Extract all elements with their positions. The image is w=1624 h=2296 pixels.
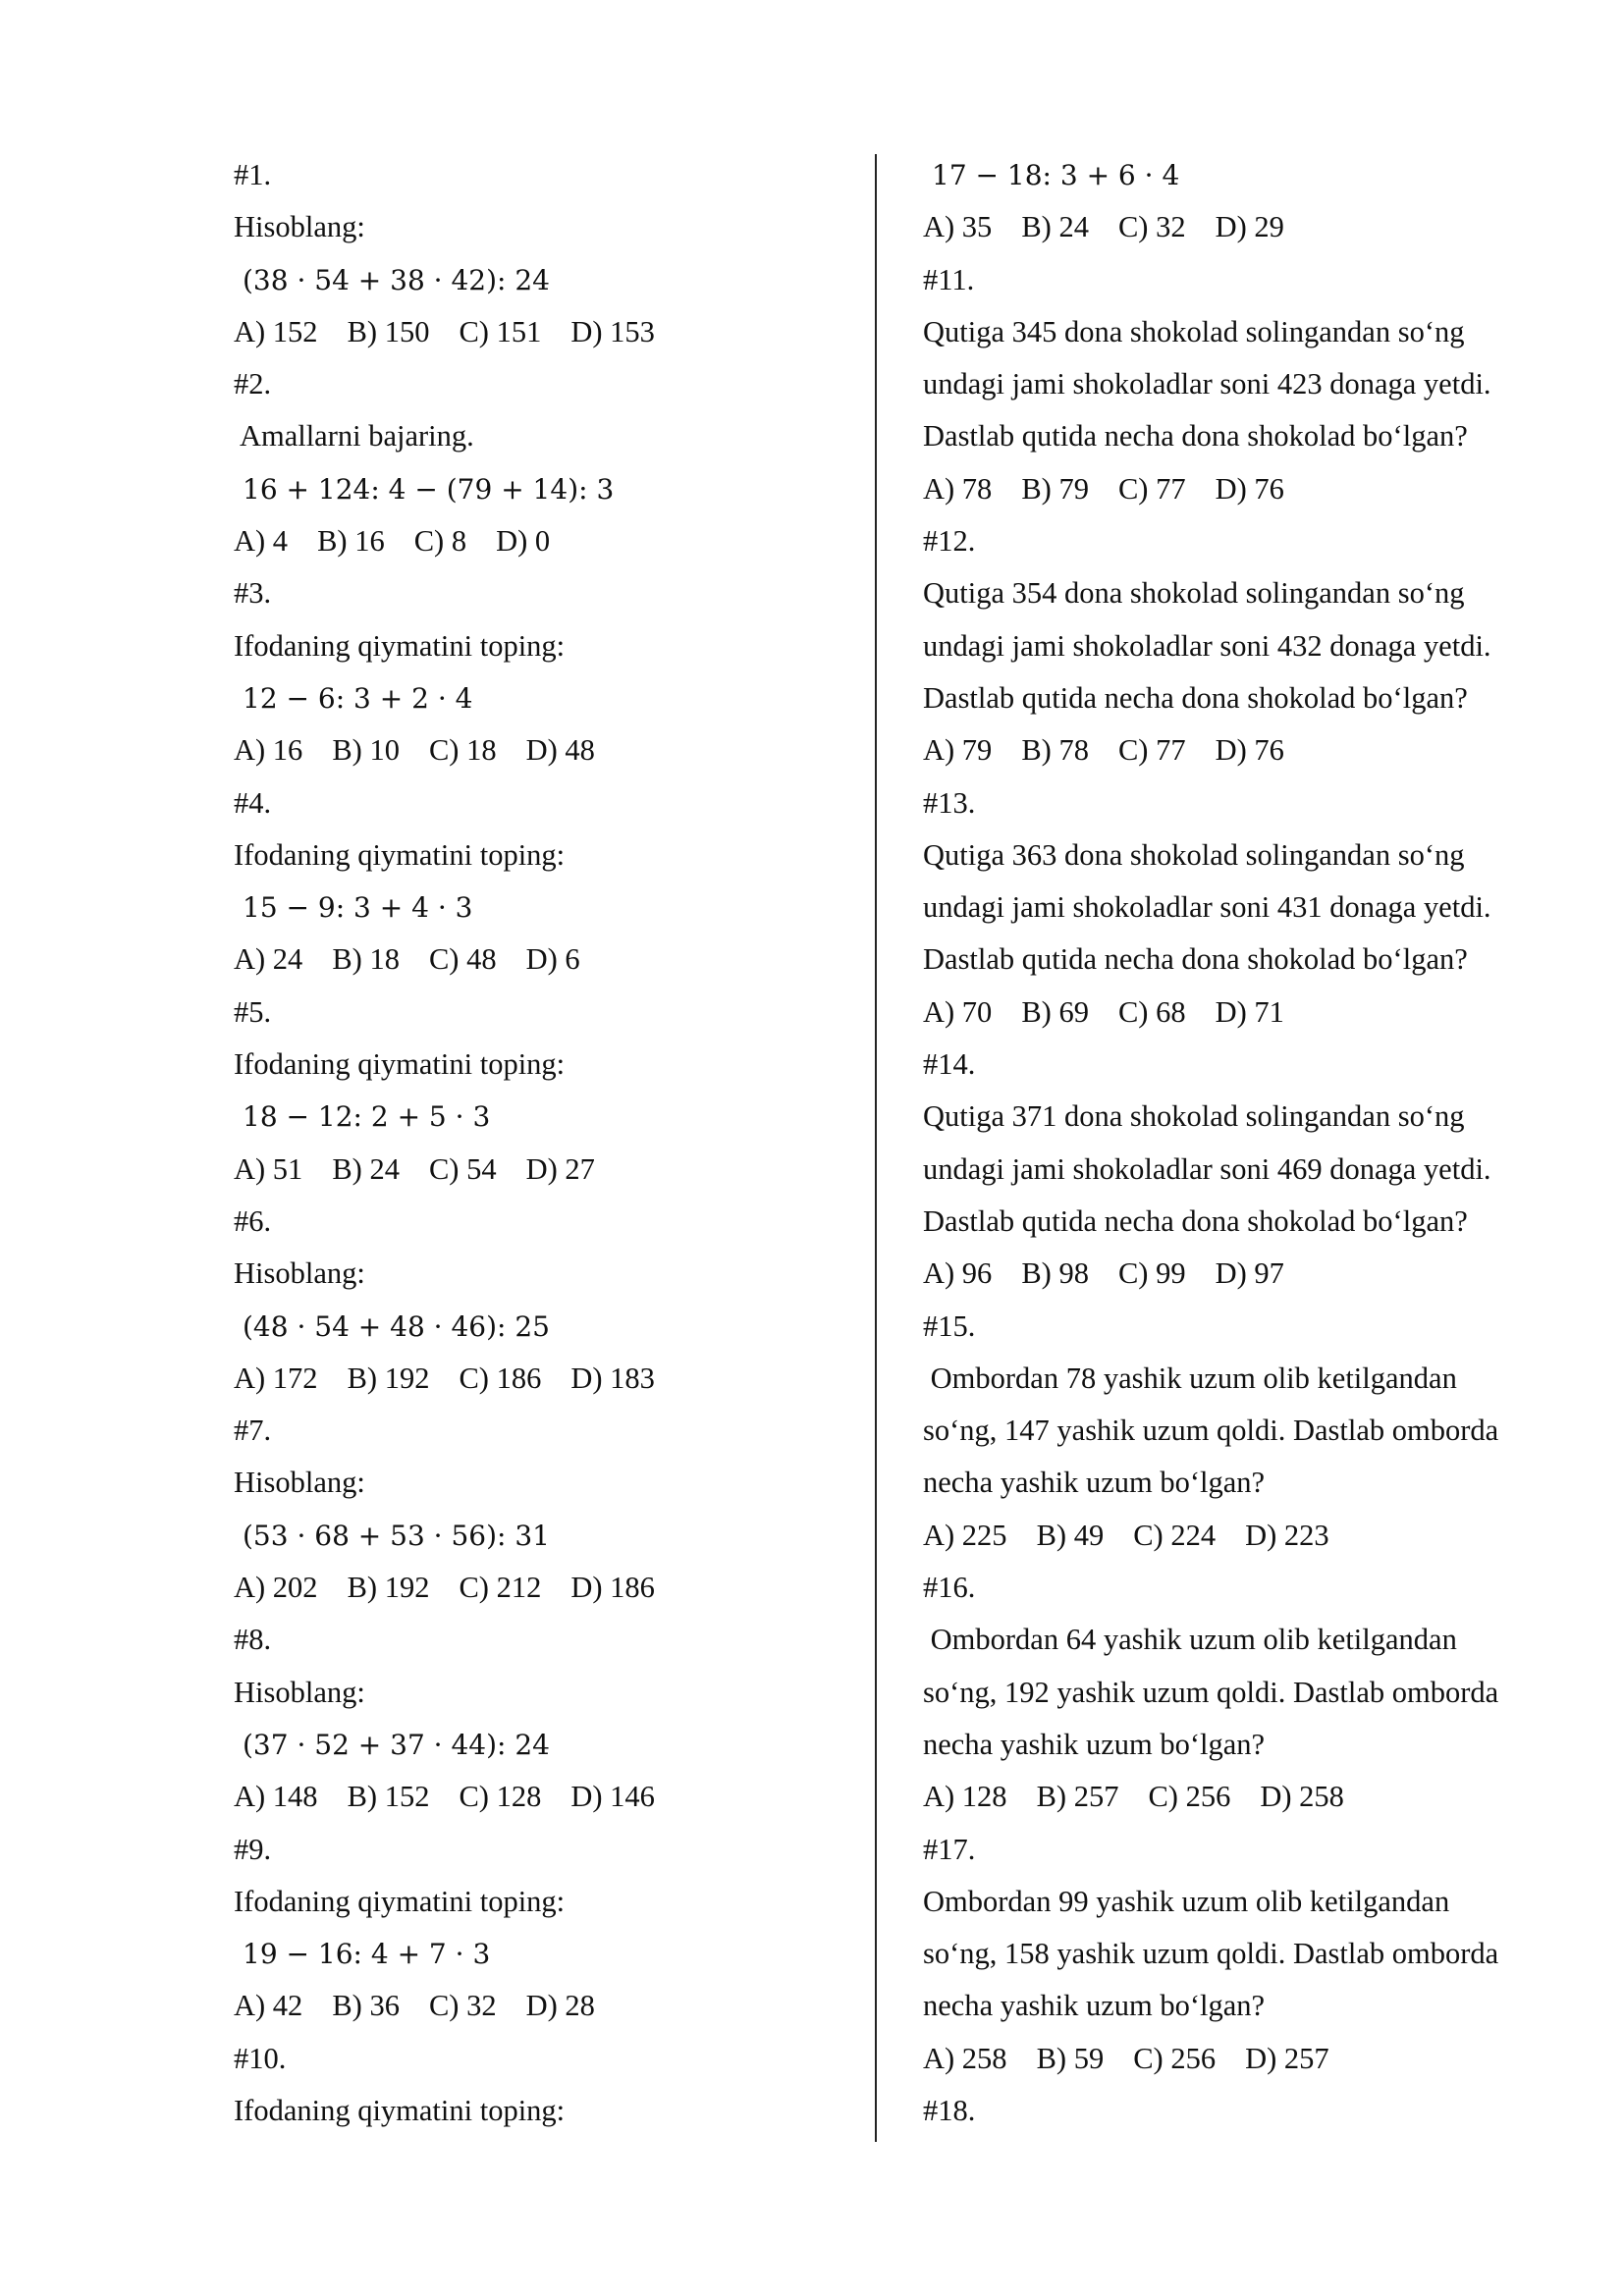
question-text: Qutiga 354 dona shokolad solingandan so‘ng [923,576,1465,611]
answer-option: D) 0 [496,524,551,559]
answer-option: A) 24 [234,942,303,977]
question-number: #16. [923,1571,976,1605]
question-number: #3. [234,576,272,611]
answer-options [923,724,1532,776]
answer-option: D) 6 [525,942,580,977]
question-text: Ombordan 78 yashik uzum olib ketilgandan [923,1361,1457,1395]
answer-option: A) 42 [234,1989,303,2023]
math-expression: 19 − 16: 4 + 7 · 3 [243,1938,491,1971]
answer-option: B) 152 [347,1780,430,1814]
answer-options [923,201,1532,253]
question-number: #1. [234,158,272,191]
answer-option: C) 212 [459,1571,542,1605]
answer-option: D) 258 [1260,1780,1344,1814]
question-number: #12. [923,524,976,559]
answer-option: D) 186 [570,1571,655,1605]
answer-option: C) 151 [459,314,542,348]
answer-option: C) 48 [428,942,497,977]
answer-option: D) 48 [525,733,595,768]
answer-option: A) 128 [923,1780,1007,1814]
answer-option: D) 76 [1215,733,1284,768]
answer-option: C) 256 [1133,2041,1217,2075]
math-expression: 18 − 12: 2 + 5 · 3 [243,1100,491,1134]
answer-option: D) 27 [525,1151,595,1186]
answer-option: D) 146 [570,1780,655,1814]
answer-option: A) 202 [234,1571,318,1605]
answer-option: B) 69 [1021,994,1089,1029]
answer-option: B) 150 [347,314,430,348]
question-text: Ombordan 99 yashik uzum olib ketilgandan [923,1884,1450,1918]
answer-option: A) 152 [234,314,318,348]
question-number: #9. [234,1832,272,1866]
answer-options [923,463,1532,515]
math-expression: (53 · 68 + 53 · 56): 31 [243,1519,550,1552]
answer-option: A) 35 [923,210,993,244]
question-text: so‘ng, 147 yashik uzum qoldi. Dastlab omborda [923,1414,1499,1448]
question-text: Ifodaning qiymatini toping: [234,2093,566,2127]
answer-option: B) 78 [1021,733,1089,768]
answer-option: A) 96 [923,1256,993,1291]
math-expression: (48 · 54 + 48 · 46): 25 [243,1309,550,1343]
answer-option: A) 225 [923,1518,1007,1552]
answer-option: D) 71 [1215,994,1284,1029]
column-divider [875,154,877,2142]
question-text: necha yashik uzum bo‘lgan? [923,1727,1266,1761]
question-number: #8. [234,1623,272,1657]
answer-options [923,987,1532,1039]
math-expression: (37 · 52 + 37 · 44): 24 [243,1728,550,1761]
answer-options [234,1353,823,1405]
answer-options [234,1144,823,1196]
math-expression: 16 + 124: 4 − (79 + 14): 3 [243,472,615,506]
question-text: undagi jami shokoladlar soni 432 donaga yetdi. [923,628,1491,663]
question-number: #11. [923,262,975,296]
answer-options [234,1562,823,1614]
question-text: Dastlab qutida necha dona shokolad bo‘lgan? [923,680,1468,715]
answer-option: C) 77 [1117,471,1186,506]
answer-option: A) 148 [234,1780,318,1814]
answer-option: B) 16 [317,524,385,559]
answer-option: A) 78 [923,471,993,506]
answer-options [234,515,823,567]
question-text: undagi jami shokoladlar soni 431 donaga yetdi. [923,890,1491,925]
question-number: #7. [234,1414,272,1448]
question-number: #14. [923,1047,976,1082]
question-text: Dastlab qutida necha dona shokolad bo‘lgan? [923,1203,1468,1238]
answer-option: B) 24 [1021,210,1089,244]
math-expression: 12 − 6: 3 + 2 · 4 [243,681,473,715]
question-text: Dastlab qutida necha dona shokolad bo‘lgan? [923,419,1468,454]
answer-options [234,306,823,358]
question-number: #17. [923,1832,976,1866]
question-text: Ifodaning qiymatini toping: [234,628,566,663]
answer-option: B) 192 [347,1571,430,1605]
answer-options [923,1510,1532,1562]
question-text: undagi jami shokoladlar soni 423 donaga yetdi. [923,367,1491,401]
answer-option: D) 28 [525,1989,595,2023]
question-text: Hisoblang: [234,210,365,244]
answer-option: C) 54 [428,1151,497,1186]
question-text: Hisoblang: [234,1256,365,1291]
answer-options [234,1980,823,2032]
question-text: undagi jami shokoladlar soni 469 donaga yetdi. [923,1151,1491,1186]
answer-option: B) 257 [1036,1780,1119,1814]
answer-option: A) 258 [923,2041,1007,2075]
question-number: #13. [923,785,976,820]
answer-option: C) 99 [1117,1256,1186,1291]
answer-option: C) 128 [459,1780,542,1814]
answer-option: B) 192 [347,1361,430,1395]
answer-options [234,934,823,986]
answer-option: A) 172 [234,1361,318,1395]
question-number: #15. [923,1308,976,1343]
question-number: #2. [234,367,272,401]
answer-option: C) 8 [413,524,467,559]
question-text: necha yashik uzum bo‘lgan? [923,1466,1266,1500]
answer-option: C) 186 [459,1361,542,1395]
answer-option: A) 4 [234,524,289,559]
question-number: #4. [234,785,272,820]
question-text: Hisoblang: [234,1466,365,1500]
question-text: Qutiga 371 dona shokolad solingandan so‘ng [923,1099,1465,1134]
answer-options [234,1771,823,1823]
answer-option: C) 256 [1148,1780,1231,1814]
answer-option: B) 24 [332,1151,400,1186]
left-column [234,149,823,2137]
answer-option: B) 98 [1021,1256,1089,1291]
answer-option: C) 32 [428,1989,497,2023]
answer-option: A) 51 [234,1151,303,1186]
question-text: Ifodaning qiymatini toping: [234,837,566,872]
answer-option: D) 97 [1215,1256,1284,1291]
math-expression: 15 − 9: 3 + 4 · 3 [243,891,473,925]
answer-option: B) 79 [1021,471,1089,506]
answer-option: A) 70 [923,994,993,1029]
answer-option: B) 49 [1036,1518,1105,1552]
answer-option: D) 257 [1245,2041,1329,2075]
answer-option: C) 18 [428,733,497,768]
answer-option: D) 29 [1215,210,1284,244]
question-text: Qutiga 363 dona shokolad solingandan so‘ng [923,837,1465,872]
question-text: Ombordan 64 yashik uzum olib ketilgandan [923,1623,1457,1657]
answer-options [234,724,823,776]
answer-option: B) 10 [332,733,400,768]
answer-option: D) 153 [570,314,655,348]
question-text: Hisoblang: [234,1675,365,1709]
answer-option: D) 223 [1245,1518,1329,1552]
question-number: #5. [234,994,272,1029]
answer-options [923,2033,1532,2085]
question-text: Amallarni bajaring. [234,419,474,454]
question-text: necha yashik uzum bo‘lgan? [923,1989,1266,2023]
answer-option: C) 32 [1117,210,1186,244]
answer-option: C) 77 [1117,733,1186,768]
right-column [923,149,1532,2137]
answer-option: D) 76 [1215,471,1284,506]
question-text: so‘ng, 158 yashik uzum qoldi. Dastlab omborda [923,1937,1499,1971]
question-number: #18. [923,2093,976,2127]
answer-option: B) 59 [1036,2041,1105,2075]
question-text: so‘ng, 192 yashik uzum qoldi. Dastlab omborda [923,1675,1499,1709]
math-expression: 17 − 18: 3 + 6 · 4 [932,159,1180,191]
question-text: Qutiga 345 dona shokolad solingandan so‘ng [923,314,1465,348]
answer-option: B) 36 [332,1989,400,2023]
answer-option: C) 224 [1133,1518,1217,1552]
question-text: Ifodaning qiymatini toping: [234,1047,566,1082]
answer-options [923,1771,1532,1823]
answer-options [923,1248,1532,1300]
answer-option: C) 68 [1117,994,1186,1029]
answer-option: D) 183 [570,1361,655,1395]
answer-option: B) 18 [332,942,400,977]
math-expression: (38 · 54 + 38 · 42): 24 [243,263,550,296]
question-text: Ifodaning qiymatini toping: [234,1884,566,1918]
answer-option: A) 79 [923,733,993,768]
question-number: #10. [234,2041,287,2075]
question-text: Dastlab qutida necha dona shokolad bo‘lgan? [923,942,1468,977]
question-number: #6. [234,1203,272,1238]
answer-option: A) 16 [234,733,303,768]
